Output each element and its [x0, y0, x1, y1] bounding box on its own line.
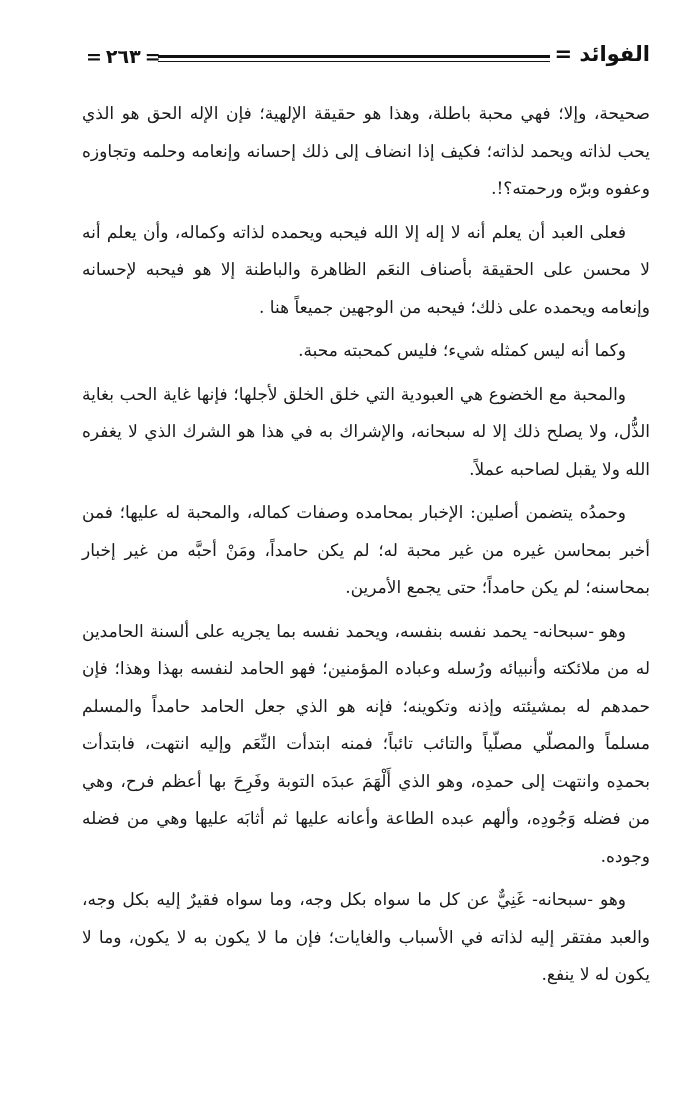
paragraph: فعلى العبد أن يعلم أنه لا إله إلا الله فيحبه ويحمده لذاته وكماله، وأن يعلم أنه لا محسن على الحقيقة بأصناف النعَم الظاهرة والباطنة إلا هو فيحبه لإحسانه وإنعامه ويحمده على ذلك؛ فيحبه من الوجهين جميعاً هنا . — [82, 222, 650, 318]
paragraph: وحمدُه يتضمن أصلين: الإخبار بمحامده وصفات كماله، والمحبة له عليها؛ فمن أخبر بمحاسن غيره من غير محبة له؛ لم يكن حامداً، ومَنْ أحبَّه من غير إخبار بمحاسنه؛ لم يكن حامداً؛ حتى يجمع الأمرين. — [82, 503, 650, 598]
paragraph: والمحبة مع الخضوع هي العبودية التي خلق الخلق لأجلها؛ فإنها غاية الحب بغاية الذُّل، ولا يصلح ذلك إلا له سبحانه، والإشراك به في هذا هو الشرك الذي لا يغفره الله ولا يقبل لصاحبه عملاً. — [82, 384, 650, 480]
page-number-value: ٢٦٣ — [105, 46, 141, 68]
header-dash-left: = — [86, 46, 102, 68]
page-body — [82, 96, 650, 1001]
header-rule-thin — [158, 61, 550, 62]
header-dash-right: = — [144, 46, 161, 68]
paragraph: وهو -سبحانه- يحمد نفسه بنفسه، ويحمد نفسه بما يجريه على ألسنة الحامدين له من ملائكته وأنبيائه ورُسله وعباده المؤمنين؛ فهو الحامد لنفسه بهذا وهذا؛ فإن حمدهم له بمشيئته وإذنه وتكوينه؛ فإنه هو الذي جعل الحامد حامداً والمسلم مسلماً والمصلّي مصلّياً والتائب تائباً؛ فمنه ابتدأت النِّعَم وإليه انتهت، فابتدأت بحمدِه وانتهت إلى حمدِه، وهو الذي أَلْهَمَ عبدَه التوبة وفَرِحَ بها أعظم فرح، وهي من فضله وَجُودِه، وألهم عبده الطاعة وأعانه عليها ثم أثابَه عليها وهي من فضله وجوده. — [82, 621, 650, 867]
paragraph: وكما أنه ليس كمثله شيء؛ فليس كمحبته محبة. — [298, 341, 626, 361]
page-header — [82, 40, 650, 74]
title-dash: = — [554, 42, 573, 66]
paragraph-continuation: صحيحة، وإلا؛ فهي محبة باطلة، وهذا هو حقيقة الإلهية؛ فإن الإله الحق هو الذي يحب لذاته ويحمد لذاته؛ فكيف إذا انضاف إلى ذلك إحسانه وإنعامه وحلمه وتجاوزه وعفوه وبرّه ورحمته؟!. — [82, 104, 650, 199]
book-title-text: الفوائد — [579, 42, 650, 66]
page-number — [82, 46, 165, 68]
header-rule-thick — [158, 55, 550, 58]
paragraph: وهو -سبحانه- غَنِيٌّ عن كل ما سواه بكل وجه، وما سواه فقيرٌ إليه بكل وجه، والعبد مفتقر إليه لذاته في الأسباب والغايات؛ فإن ما لا يكون به لا يكون، وما لا يكون له لا ينفع. — [82, 890, 650, 985]
book-title — [555, 42, 651, 66]
